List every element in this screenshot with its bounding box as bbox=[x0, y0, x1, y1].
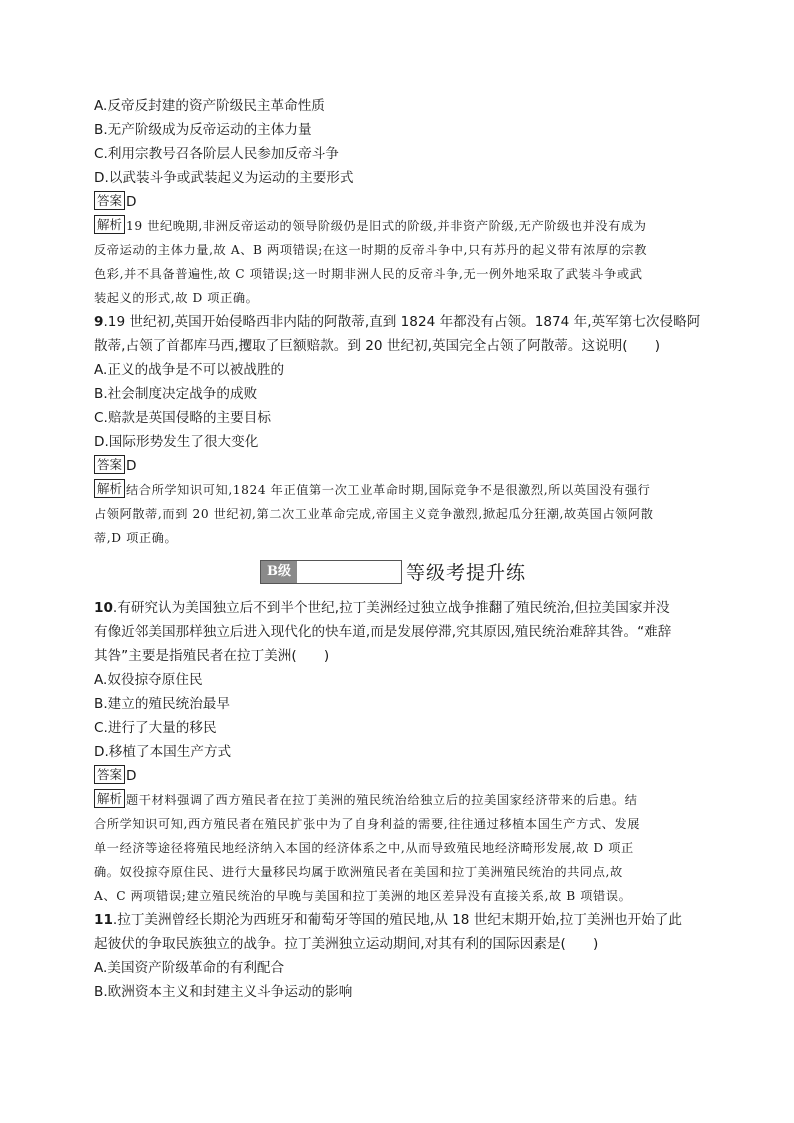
option-a: A.反帝反封建的资产阶级民主革命性质 bbox=[94, 98, 325, 114]
explanation-tag: 解析 bbox=[94, 789, 125, 808]
option-d: D.以武装斗争或武装起义为运动的主要形式 bbox=[94, 170, 354, 186]
answer-value: D bbox=[126, 458, 137, 474]
explanation-line: 确。奴役掠夺原住民、进行大量移民均属于欧洲殖民者在美国和拉丁美洲殖民统治的共同点,故 bbox=[94, 865, 623, 879]
question-stem: 起彼伏的争取民族独立的战争。拉丁美洲独立运动期间,对其有利的国际因素是( ) bbox=[94, 936, 599, 952]
option-b: B.建立的殖民统治最早 bbox=[94, 696, 230, 712]
answer-value: D bbox=[126, 194, 137, 210]
question-11 bbox=[94, 908, 706, 1004]
question-stem: 散蒂,占领了首都库马西,攫取了巨额赔款。到 20 世纪初,英国完全占领了阿散蒂。这说明( ) bbox=[94, 338, 661, 354]
explanation-line: 合所学知识可知,西方殖民者在殖民扩张中为了自身利益的需要,往往通过移植本国生产方式、发展 bbox=[94, 817, 641, 831]
question-9 bbox=[94, 310, 706, 550]
option-d: D.国际形势发生了很大变化 bbox=[94, 434, 259, 450]
explanation-line: 蒂,D 项正确。 bbox=[94, 531, 178, 545]
answer-tag: 答案 bbox=[94, 455, 125, 474]
option-c: C.进行了大量的移民 bbox=[94, 720, 217, 736]
option-b: B.欧洲资本主义和封建主义斗争运动的影响 bbox=[94, 984, 353, 1000]
option-c: C.赔款是英国侵略的主要目标 bbox=[94, 410, 271, 426]
explanation-line: 题干材料强调了西方殖民者在拉丁美洲的殖民统治给独立后的拉美国家经济带来的后患。结 bbox=[126, 793, 638, 807]
option-a: A.正义的战争是不可以被战胜的 bbox=[94, 362, 285, 378]
question-10 bbox=[94, 596, 706, 908]
option-d: D.移植了本国生产方式 bbox=[94, 744, 232, 760]
answer-line bbox=[94, 454, 706, 478]
explanation-line: 结合所学知识可知,1824 年正值第一次工业革命时期,国际竞争不是很激烈,所以英国没有强行 bbox=[126, 483, 651, 497]
explanation-tag: 解析 bbox=[94, 479, 125, 498]
question-stem: 其咎”主要是指殖民者在拉丁美洲( ) bbox=[94, 648, 330, 664]
answer-tag: 答案 bbox=[94, 191, 125, 210]
explanation-tag: 解析 bbox=[94, 215, 125, 234]
explanation-line: 单一经济等途径将殖民地经济纳入本国的经济体系之中,从而导致殖民地经济畸形发展,故 D 项正 bbox=[94, 841, 634, 855]
question-number: 11 bbox=[94, 912, 113, 928]
answer-value: D bbox=[126, 768, 137, 784]
option-b: B.社会制度决定战争的成败 bbox=[94, 386, 258, 402]
explanation bbox=[94, 478, 706, 550]
level-badge: B级 bbox=[261, 561, 297, 583]
question-number: 9 bbox=[94, 314, 104, 330]
explanation-line: 色彩,并不具备普遍性,故 C 项错误;这一时期非洲人民的反帝斗争,无一例外地采取了武装斗争或武 bbox=[94, 267, 643, 281]
explanation-line: 反帝运动的主体力量,故 A、B 两项错误;在这一时期的反帝斗争中,只有苏丹的起义带有浓厚的宗教 bbox=[94, 243, 648, 257]
explanation-line: 19 世纪晚期,非洲反帝运动的领导阶级仍是旧式的阶级,并非资产阶级,无产阶级也并没有成为 bbox=[126, 219, 647, 233]
question-stem: 11.拉丁美洲曾经长期沦为西班牙和葡萄牙等国的殖民地,从 18 世纪末期开始,拉丁美洲也开始了此 bbox=[94, 912, 682, 928]
explanation bbox=[94, 214, 706, 310]
question-number: 10 bbox=[94, 600, 113, 616]
explanation bbox=[94, 788, 706, 908]
answer-line bbox=[94, 190, 706, 214]
explanation-line: 占领阿散蒂,而到 20 世纪初,第二次工业革命完成,帝国主义竞争激烈,掀起瓜分狂潮,故英国占领阿散 bbox=[94, 507, 654, 521]
level-box bbox=[260, 560, 402, 584]
level-section-header bbox=[94, 554, 706, 594]
answer-line bbox=[94, 764, 706, 788]
answer-tag: 答案 bbox=[94, 765, 125, 784]
question-stem: 有像近邻美国那样独立后进入现代化的快车道,而是发展停滞,究其原因,殖民统治难辞其咎。“难辞 bbox=[94, 624, 672, 640]
document-page bbox=[94, 94, 706, 1004]
question-stem: 9.19 世纪初,英国开始侵略西非内陆的阿散蒂,直到 1824 年都没有占领。1874 年,英军第七次侵略阿 bbox=[94, 314, 701, 330]
option-a: A.奴役掠夺原住民 bbox=[94, 672, 203, 688]
option-b: B.无产阶级成为反帝运动的主体力量 bbox=[94, 122, 312, 138]
explanation-line: 装起义的形式,故 D 项正确。 bbox=[94, 291, 259, 305]
question-8 bbox=[94, 94, 706, 310]
level-title: 等级考提升练 bbox=[406, 562, 527, 584]
question-stem: 10.有研究认为美国独立后不到半个世纪,拉丁美洲经过独立战争推翻了殖民统治,但拉美国家并没 bbox=[94, 600, 670, 616]
option-c: C.利用宗教号召各阶层人民参加反帝斗争 bbox=[94, 146, 339, 162]
option-a: A.美国资产阶级革命的有利配合 bbox=[94, 960, 285, 976]
explanation-line: A、C 两项错误;建立殖民统治的早晚与美国和拉丁美洲的地区差异没有直接关系,故 B 项错误。 bbox=[94, 889, 632, 903]
